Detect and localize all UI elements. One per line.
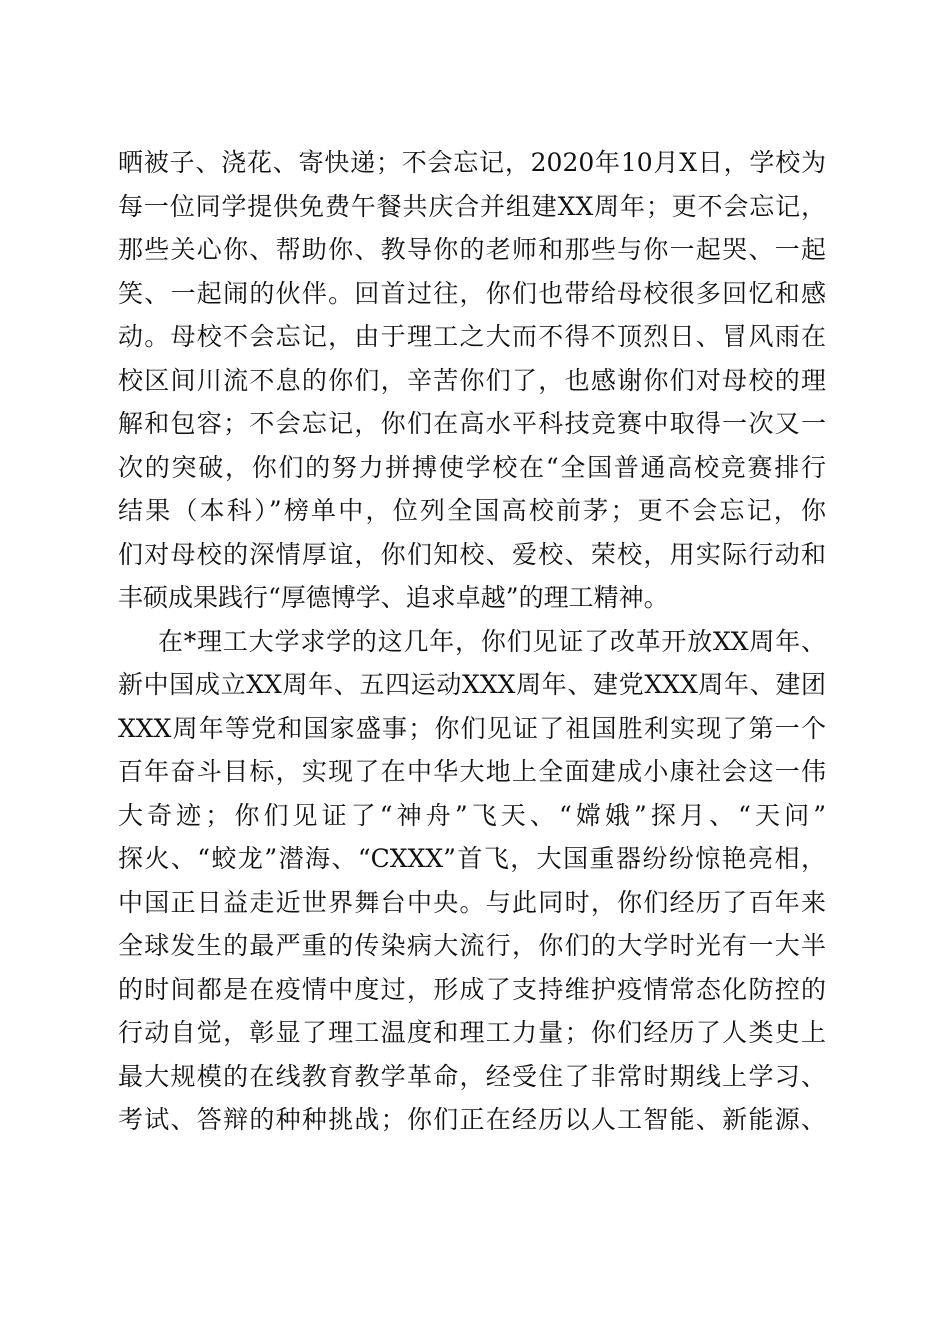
text-line: 新中国成立XX周年、五四运动XXX周年、建党XXX周年、建团: [118, 670, 826, 699]
text-line: 解和包容；不会忘记，你们在高水平科技竞赛中取得一次又一: [118, 409, 826, 438]
paragraph-1: [118, 141, 826, 620]
text-line: 中国正日益走近世界舞台中央。与此同时，你们经历了百年来: [118, 887, 826, 917]
body-text: [118, 141, 826, 1142]
text-line: 们对母校的深情厚谊，你们知校、爱校、荣校，用实际行动和: [118, 539, 826, 569]
text-line: 结果（本科）”榜单中，位列全国高校前茅；更不会忘记，你: [118, 496, 826, 525]
text-line: 丰硕成果践行“厚德博学、追求卓越”的理工精神。: [118, 583, 669, 612]
text-line: 每一位同学提供免费午餐共庆合并组建XX周年；更不会忘记，: [118, 191, 826, 221]
paragraph-2: [118, 620, 826, 1142]
text-line: 最大规模的在线教育教学革命，经受住了非常时期线上学习、: [118, 1061, 826, 1091]
text-line: 动。母校不会忘记，由于理工之大而不得不顶烈日、冒风雨在: [118, 322, 826, 351]
text-line: 大奇迹；你们见证了“神舟”飞天、“嫦娥”探月、“天问”: [118, 800, 826, 830]
text-line: 晒被子、浇花、寄快递；不会忘记，2020年10月X日，学校为: [118, 148, 826, 177]
text-line: 的时间都是在疫情中度过，形成了支持维护疫情常态化防控的: [118, 974, 826, 1004]
text-line: 行动自觉，彰显了理工温度和理工力量；你们经历了人类史上: [118, 1018, 826, 1047]
text-line: 那些关心你、帮助你、教导你的老师和那些与你一起哭、一起: [118, 235, 826, 264]
text-line: 全球发生的最严重的传染病大流行，你们的大学时光有一大半: [118, 931, 826, 960]
text-line: 百年奋斗目标，实现了在中华大地上全面建成小康社会这一伟: [118, 757, 826, 786]
text-line: 在*理工大学求学的这几年，你们见证了改革开放XX周年、: [158, 626, 826, 656]
text-line: 笑、一起闹的伙伴。回首过往，你们也带给母校很多回忆和感: [118, 278, 826, 308]
text-line: 考试、答辩的种种挑战；你们正在经历以人工智能、新能源、: [118, 1105, 826, 1134]
text-line: XXX周年等党和国家盛事；你们见证了祖国胜利实现了第一个: [118, 713, 826, 743]
text-line: 探火、“蛟龙”潜海、“CXXX”首飞，大国重器纷纷惊艳亮相，: [118, 844, 826, 873]
text-line: 校区间川流不息的你们，辛苦你们了，也感谢你们对母校的理: [118, 365, 826, 395]
text-line: 次的突破，你们的努力拼搏使学校在“全国普通高校竞赛排行: [118, 452, 826, 482]
